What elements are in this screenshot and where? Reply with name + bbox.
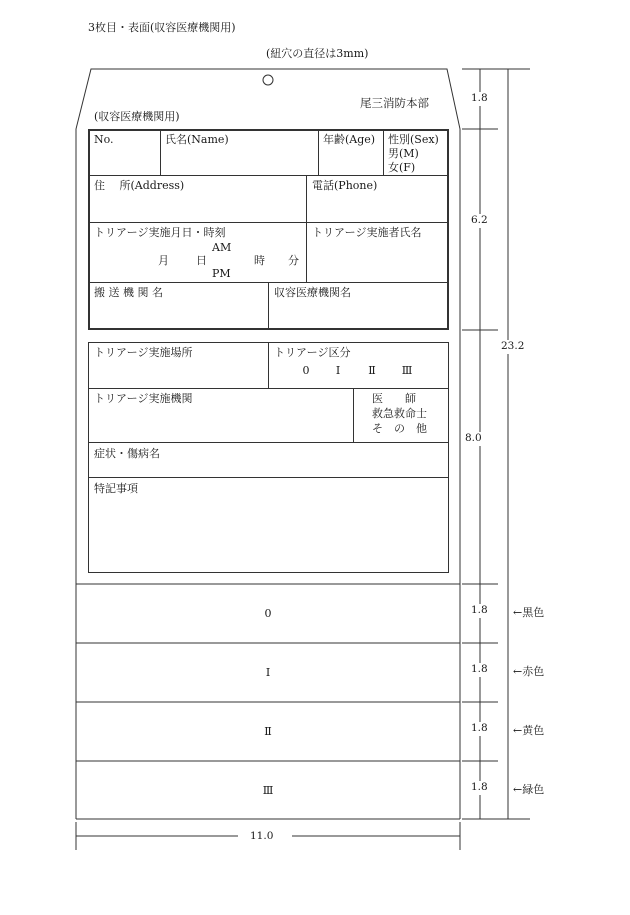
sex-female: 女(F) <box>388 161 416 174</box>
dim-strip-2: 1.8 <box>471 722 488 734</box>
triage-class-0: 0 <box>302 364 310 377</box>
strip-0-label: 0 <box>264 607 272 620</box>
hour-label: 時 <box>254 254 265 267</box>
organization-name: 尾三消防本部 <box>360 96 429 110</box>
sex-label: 性別(Sex) <box>388 133 439 146</box>
role-other: そ の 他 <box>372 422 427 435</box>
string-hole <box>263 75 273 85</box>
triage-class-label: トリアージ区分 <box>274 346 351 359</box>
triage-org-label: トリアージ実施機関 <box>94 392 193 405</box>
dim-total-height: 23.2 <box>501 340 525 352</box>
symptoms-label: 症状・傷病名 <box>94 447 160 460</box>
notes-label: 特記事項 <box>94 482 138 495</box>
am-label: AM <box>212 241 232 254</box>
color-note-green: ←緑色 <box>513 783 545 796</box>
triage-class-1: Ⅰ <box>335 364 341 377</box>
name-label: 氏名(Name) <box>165 133 229 146</box>
dim-strip-3: 1.8 <box>471 781 488 793</box>
color-note-yellow: ←黄色 <box>513 724 545 737</box>
role-doctor: 医 師 <box>372 392 416 405</box>
transport-label: 搬 送 機 関 名 <box>94 286 163 299</box>
strip-1-label: Ⅰ <box>265 666 271 679</box>
dim-section2-segment: 8.0 <box>465 432 482 444</box>
hole-note: (紐穴の直径は3mm) <box>266 47 369 60</box>
triage-person-label: トリアージ実施者氏名 <box>312 226 422 239</box>
copy-label: (収容医療機関用) <box>94 110 180 123</box>
page-title: 3枚目・表面(収容医療機関用) <box>88 21 236 34</box>
sex-male: 男(M) <box>388 147 419 160</box>
role-paramedic: 救急救命士 <box>372 407 427 420</box>
dim-top-segment: 1.8 <box>471 92 488 104</box>
hospital-label: 収容医療機関名 <box>274 286 351 299</box>
age-label: 年齢(Age) <box>323 133 376 146</box>
color-note-black: ←黒色 <box>513 606 545 619</box>
month-label: 月 <box>158 254 169 267</box>
triage-class-2: Ⅱ <box>368 364 376 377</box>
color-note-red: ←赤色 <box>513 665 545 678</box>
triage-place-label: トリアージ実施場所 <box>94 346 193 359</box>
no-label: No. <box>94 133 114 146</box>
pm-label: PM <box>212 267 231 280</box>
strip-3-label: Ⅲ <box>262 784 274 797</box>
dim-section1-segment: 6.2 <box>471 214 488 226</box>
dim-strip-1: 1.8 <box>471 663 488 675</box>
dim-width: 11.0 <box>250 830 274 842</box>
address-label: 住 所(Address) <box>94 179 185 192</box>
strip-2-label: Ⅱ <box>264 725 272 738</box>
day-label: 日 <box>196 254 207 267</box>
triage-datetime-label: トリアージ実施月日・時刻 <box>94 226 226 239</box>
minute-label: 分 <box>288 254 299 267</box>
triage-class-3: Ⅲ <box>401 364 413 377</box>
dim-strip-0: 1.8 <box>471 604 488 616</box>
phone-label: 電話(Phone) <box>312 179 378 192</box>
